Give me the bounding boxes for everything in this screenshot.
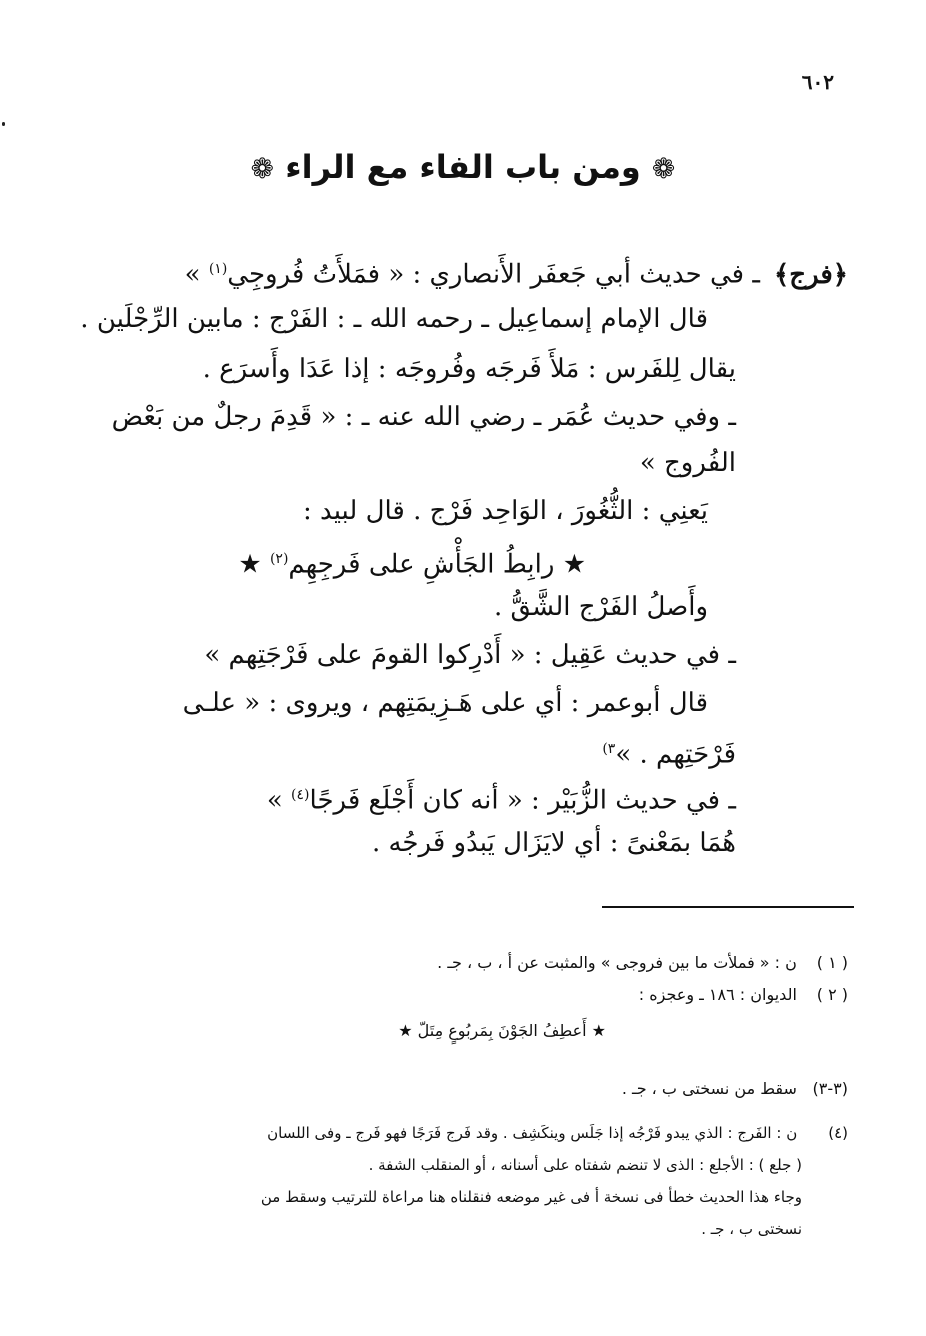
body-line: قال الإمام إسماعِيل ـ رحمه الله ـ : الفَرْج : مابين الرِّجْلَين .	[80, 304, 708, 334]
ornament-right-icon: ❁	[651, 152, 676, 185]
chapter-title-text: ومن باب الفاء مع الراء	[285, 148, 641, 186]
footnote-text: الديوان : ١٨٦ ـ وعجزه :	[638, 985, 797, 1004]
body-line: ★ رابِطُ الجَأْشِ على فَرجِهِم$^{(٢)}$ ★	[238, 549, 586, 580]
footnote-text: ( جلع ) : الأجلع : الذى لا تنضم شفتاه على أسنانه ، أو المنقلب الشفة .	[368, 1156, 802, 1174]
footnote-number: ( ١ )	[816, 953, 848, 972]
footnote-ref: (١)	[208, 261, 228, 277]
footnote-ref: ٣)	[602, 741, 616, 757]
scan-speck	[2, 122, 5, 126]
footnote-continuation	[100, 1152, 802, 1178]
footnote-text: ن : « فملأت ما بين فروجى » والمثبت عن أ ، ب ، جـ .	[437, 953, 797, 972]
body-line: ـ في حديث الزُّبَيْر : « أنه كان أَجْلَع فَرجًا$^{(٤)}$ »	[266, 785, 736, 816]
footnote-number: (٣-٣)	[812, 1079, 848, 1098]
footnote	[100, 982, 848, 1008]
body-line: ـ وفي حديث عُمَر ـ رضي الله عنه ـ : « قَدِمَ رجلٌ من بَعْض	[111, 402, 736, 432]
page-number: ٦٠٢	[801, 70, 834, 94]
footnote-text: وجاء هذا الحديث خطأ فى نسخة أ فى غير موضعه فنقلناه هنا مراعاة للترتيب وسقط من	[260, 1188, 802, 1206]
footnote-continuation	[100, 1184, 802, 1210]
footnote-continuation	[100, 1216, 802, 1242]
body-line: وأَصلُ الفَرْج الشَّقُّ .	[493, 592, 708, 622]
ornament-left-icon: ❁	[250, 152, 275, 185]
footnote	[100, 1120, 848, 1146]
body-line: يَعنِي : الثُّغُورَ ، الوَاحِد فَرْج . قال لبيد :	[303, 496, 708, 526]
footnote-number: ( ٢ )	[816, 985, 848, 1004]
footnote-number: (٤)	[828, 1124, 848, 1142]
body-line: ـ في حديث عَقِيل : « أَدْرِكوا القومَ على فَرْجَتِهم »	[204, 640, 736, 670]
footnote-divider	[602, 906, 854, 908]
footnote-text: نسختى ب ، جـ .	[701, 1220, 802, 1238]
footnote-ref: (٤)	[291, 787, 310, 803]
entry-headword: ﴿فرج﴾	[773, 259, 848, 290]
body-line: يقال لِلفَرس : مَلأَ فَرجَه وفُروجَه : إذا عَدَا وأَسرَع .	[202, 354, 736, 384]
footnote	[100, 950, 848, 976]
body-line: قال أبوعمر : أي على هَـزِيمَتِهم ، ويروى : « علـى	[182, 688, 708, 718]
body-line: فَرْحَتِهم . »$^{٣)}$	[602, 739, 736, 770]
footnote-text: ★ أَعطِفُ الجَوْنَ بِمَربُوعٍ مِتَلّ ★	[398, 1021, 606, 1040]
body-line: الفُروج »	[639, 448, 736, 478]
footnote-text: سقط من نسختى ب ، جـ .	[621, 1079, 797, 1098]
chapter-title	[0, 148, 926, 186]
footnote-text: ن : الفَرج : الذي يبدو فَرْجُه إذا جَلَس وينكَشِف . وقد فَرج فَرَجًا فهو فَرج ـ وفى اللسان	[267, 1124, 798, 1142]
body-line: ﴿فرج﴾ـ في حديث أبي جَعفَر الأَنصاري : « فمَلأَتُ فُروجِي$^{(١)}$ »	[184, 259, 848, 290]
footnote	[100, 1076, 848, 1102]
footnote-ref: (٢)	[269, 551, 289, 567]
footnote-verse	[100, 1018, 606, 1044]
body-line: هُمَا بمَعْنىً : أي لايَزَال يَبدُو فَرجُه .	[371, 828, 736, 858]
